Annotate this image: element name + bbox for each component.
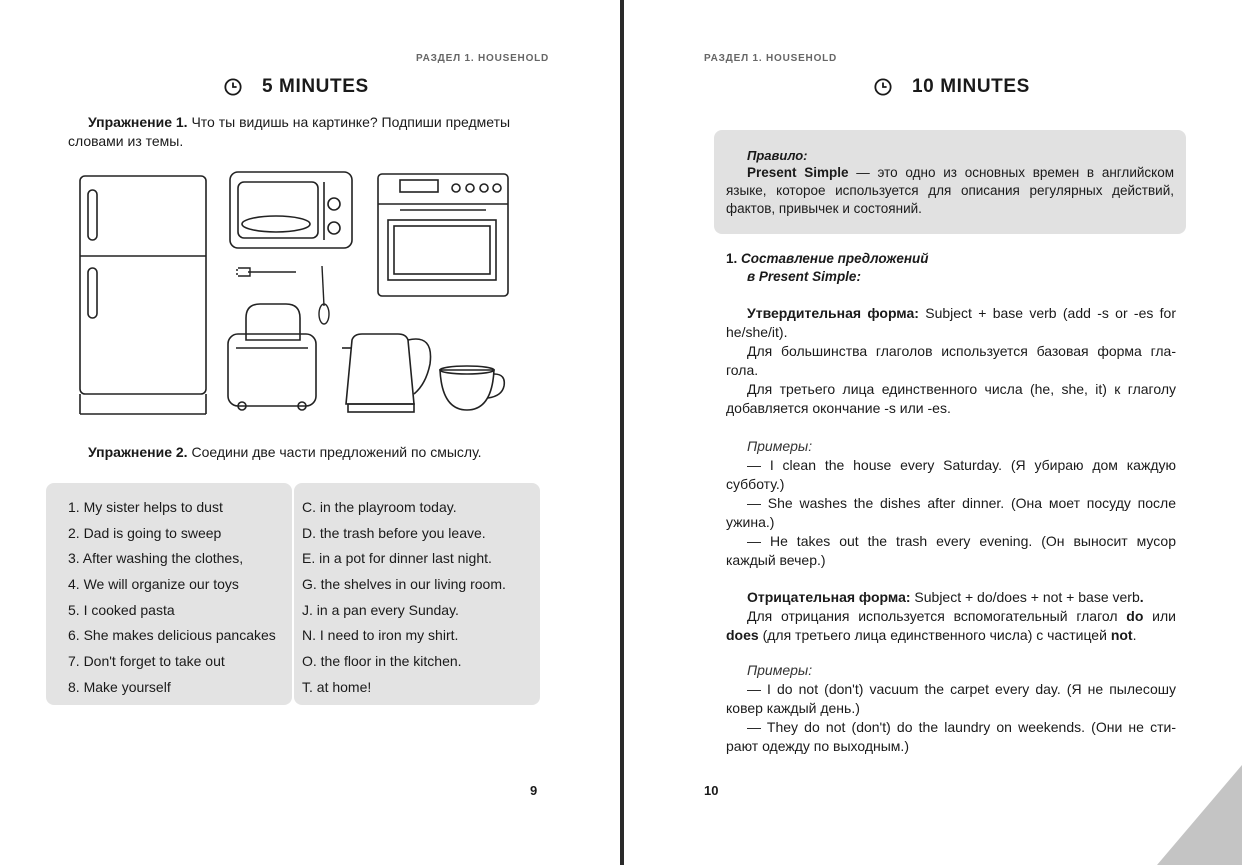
negative-section <box>726 588 1176 645</box>
list-item: C. in the playroom today. <box>302 499 457 515</box>
list-item: N. I need to iron my shirt. <box>302 627 459 644</box>
toaster-icon <box>228 304 316 410</box>
affirmative-paragraph-2: Для третьего лица единственного числа (he, she, it) к глаголу добавляется окончание -s или -es. <box>726 381 1176 416</box>
microwave-icon <box>230 172 352 248</box>
affirmative-formula: Subject + base verb (add -s or -es for he/she/it). <box>726 305 1176 340</box>
list-item: T. at home! <box>302 678 372 695</box>
sentence-starts-list <box>46 483 292 701</box>
example-line: — She washes the dishes after dinner. (Она моет посуду после ужина.) <box>726 495 1176 530</box>
rule-term: Present Simple <box>747 165 849 180</box>
rule-heading: Правило: <box>747 148 808 163</box>
oven-icon <box>378 174 508 296</box>
spoon-icon <box>319 266 329 324</box>
affirmative-label: Утвердительная форма: <box>747 305 919 321</box>
examples-2 <box>726 661 1176 756</box>
fridge-icon <box>80 176 206 414</box>
exercise-2-text: Соедини две части предложений по смыслу. <box>191 444 482 460</box>
exercise-1 <box>68 113 538 151</box>
negative-text: или <box>1143 608 1176 624</box>
example-line: — They do not (don't) do the laundry on weekends. (Они не сти-рают одежду по выходным.) <box>726 719 1176 754</box>
rule-definition: — это одно из основных времен в английском языке, которое используется для описания регулярных действий, фактов, привычек и состояний. <box>726 165 1174 216</box>
sentence-endings-list <box>294 483 540 701</box>
negative-does: does <box>726 627 759 643</box>
examples-label: Примеры: <box>747 662 813 678</box>
title-text: 10 MINUTES <box>912 76 1030 97</box>
list-item: 4. We will organize our toys <box>68 576 239 593</box>
exercise-1-label: Упражнение 1. <box>88 114 188 130</box>
list-item: 6. She makes delicious pancakes <box>68 627 276 644</box>
exercise-2-label: Упражнение 2. <box>88 444 188 460</box>
clock-icon <box>224 78 242 96</box>
section-heading <box>726 250 1176 286</box>
negative-formula: Subject + do/does + not + base verb <box>910 589 1140 605</box>
section-line-2: в Present Simple: <box>747 269 861 284</box>
title-text: 5 MINUTES <box>262 76 369 97</box>
list-item: 1. My sister helps to dust <box>68 499 223 515</box>
running-head: РАЗДЕЛ 1. HOUSEHOLD <box>416 53 550 64</box>
clock-icon <box>874 78 892 96</box>
list-item: 8. Make yourself <box>68 678 171 695</box>
fork-icon <box>236 268 296 276</box>
list-item: 3. After washing the clothes, <box>68 550 244 567</box>
negative-not: not <box>1110 627 1133 643</box>
exercise-2 <box>88 443 548 462</box>
affirmative-paragraph-1: Для большинства глаголов используется базовая форма гла-гола. <box>726 343 1176 378</box>
negative-do: do <box>1126 608 1144 624</box>
list-item: O. the floor in the kitchen. <box>302 653 462 670</box>
page-title <box>874 76 1030 98</box>
list-item: J. in a pan every Sunday. <box>302 601 459 618</box>
list-item: E. in a pot for dinner last night. <box>302 550 492 567</box>
list-item: G. the shelves in our living room. <box>302 576 506 593</box>
sentence-starts-box <box>46 483 292 705</box>
left-page <box>0 0 620 865</box>
examples-label: Примеры: <box>747 438 813 454</box>
page-title <box>224 76 369 98</box>
rule-box <box>714 130 1186 234</box>
sentence-endings-box <box>294 483 540 705</box>
section-number: 1. <box>726 251 738 266</box>
kettle-icon <box>342 334 431 412</box>
exercise-1-text: Что ты видишь на картинке? Подпиши предметы словами из темы. <box>68 114 511 149</box>
list-item: D. the trash before you leave. <box>302 524 486 541</box>
section-line-1: Составление предложений <box>741 251 929 266</box>
page-corner <box>1157 765 1242 865</box>
negative-formula-end: . <box>1139 589 1144 605</box>
cup-icon <box>440 366 504 410</box>
right-page <box>624 0 1242 865</box>
list-item: 5. I cooked pasta <box>68 601 175 618</box>
household-illustration <box>76 168 536 428</box>
list-item: 7. Don't forget to take out <box>68 653 225 670</box>
affirmative-section <box>726 304 1176 418</box>
rule-text <box>726 164 1174 218</box>
negative-text: . <box>1132 627 1137 643</box>
negative-text: Для отрицания используется вспомогательный глагол <box>747 608 1127 624</box>
examples-1 <box>726 437 1176 570</box>
list-item: 2. Dad is going to sweep <box>68 524 222 541</box>
example-line: — I clean the house every Saturday. (Я убираю дом каждую субботу.) <box>726 457 1176 492</box>
running-head: РАЗДЕЛ 1. HOUSEHOLD <box>704 53 838 64</box>
page-number: 10 <box>704 783 719 798</box>
example-line: — He takes out the trash every evening. (Он выносит мусор каждый вечер.) <box>726 533 1176 568</box>
negative-label: Отрицательная форма: <box>747 589 911 605</box>
negative-text: (для третьего лица единственного числа) с частицей <box>758 627 1111 643</box>
page-number: 9 <box>530 783 538 798</box>
example-line: — I do not (don't) vacuum the carpet every day. (Я не пылесошу ковер каждый день.) <box>726 681 1176 716</box>
